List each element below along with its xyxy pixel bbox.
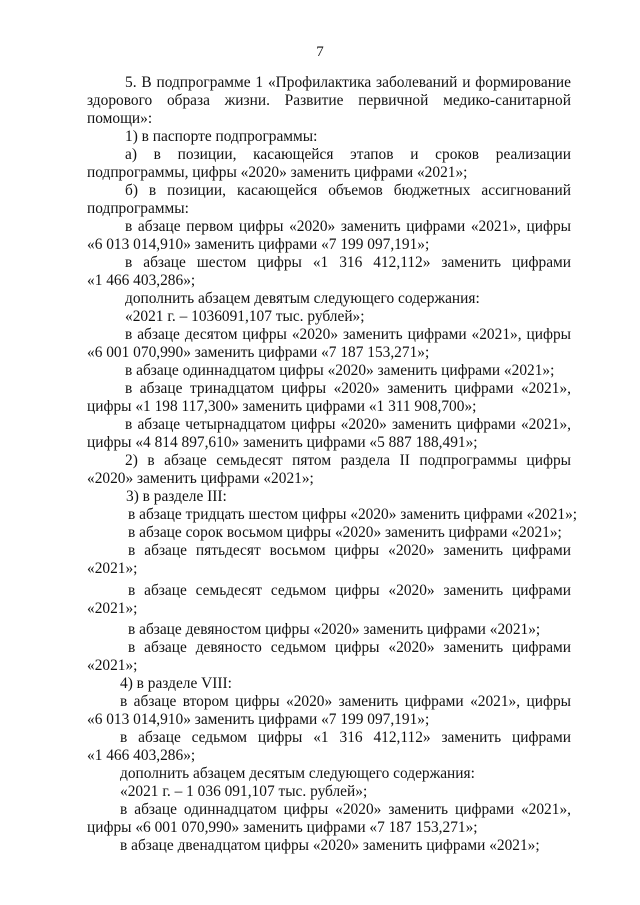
text-line: 1) в паспорте подпрограммы: (125, 128, 318, 145)
text-line: «6 013 014,910» заменить цифрами «7 199 097,191»; (87, 711, 430, 728)
text-line: «1 466 403,286»; (87, 747, 196, 764)
text-line: в абзаце тридцать шестом цифры «2020» заменить цифрами «2021»; (128, 506, 578, 523)
text-line: в абзаце сорок восьмом цифры «2020» заменить цифрами «2021»; (128, 524, 562, 541)
text-line: помощи»: (87, 110, 153, 127)
text-line: в абзаце четырнадцатом цифры «2020» заменить цифрами «2021», (125, 416, 571, 433)
text-line: 2) в абзаце семьдесят пятом раздела II подпрограммы цифры (125, 452, 571, 469)
text-line: в абзаце двенадцатом цифры «2020» заменить цифрами «2021»; (120, 837, 540, 854)
text-line: в абзаце девяносто седьмом цифры «2020» заменить цифрами (128, 639, 571, 656)
text-line: в абзаце одиннадцатом цифры «2020» заменить цифрами «2021», (120, 801, 571, 818)
text-line: в абзаце девяностом цифры «2020» заменить цифрами «2021»; (128, 621, 541, 638)
text-line: а) в позиции, касающейся этапов и сроков реализации (125, 146, 571, 163)
text-line: в абзаце семьдесят седьмом цифры «2020» заменить цифрами (128, 581, 571, 599)
text-line: цифры «6 001 070,990» заменить цифрами «7 187 153,271»; (87, 819, 478, 836)
text-line: в абзаце первом цифры «2020» заменить цифрами «2021», цифры (125, 218, 571, 235)
text-line: б) в позиции, касающейся объемов бюджетных ассигнований (125, 182, 571, 199)
text-line: 4) в разделе VIII: (120, 675, 232, 692)
text-line: цифры «1 198 117,300» заменить цифрами «1 311 908,700»; (87, 398, 477, 415)
text-line: в абзаце шестом цифры «1 316 412,112» заменить цифрами (125, 254, 571, 271)
text-line: «6 001 070,990» заменить цифрами «7 187 153,271»; (87, 344, 430, 361)
text-line: подпрограммы, цифры «2020» заменить цифрами «2021»; (87, 164, 468, 181)
text-line: здорового образа жизни. Развитие первичной медико-санитарной (87, 92, 571, 109)
text-line: в абзаце десятом цифры «2020» заменить цифрами «2021», цифры (125, 326, 571, 343)
text-line: «2021»; (87, 560, 138, 577)
text-line: в абзаце седьмом цифры «1 316 412,112» заменить цифрами (120, 729, 571, 746)
text-line: в абзаце пятьдесят восьмом цифры «2020» заменить цифрами (128, 542, 571, 559)
text-line: дополнить абзацем девятым следующего содержания: (125, 290, 480, 307)
text-line: «6 013 014,910» заменить цифрами «7 199 097,191»; (87, 236, 430, 253)
text-line: «2021 г. – 1036091,107 тыс. рублей»; (125, 308, 365, 325)
text-line: «1 466 403,286»; (87, 272, 196, 289)
text-line: «2021»; (87, 657, 138, 674)
text-line: дополнить абзацем десятым следующего содержания: (120, 765, 475, 782)
page-number: 7 (316, 44, 324, 60)
text-line: «2021 г. – 1 036 091,107 тыс. рублей»; (120, 783, 368, 800)
text-line: в абзаце тринадцатом цифры «2020» заменить цифрами «2021», (125, 380, 571, 397)
text-line: в абзаце втором цифры «2020» заменить цифрами «2021», цифры (120, 693, 571, 710)
document-body (87, 74, 578, 855)
text-line: «2021»; (87, 599, 138, 617)
text-line: цифры «4 814 897,610» заменить цифрами «5 887 188,491»; (87, 434, 478, 451)
text-line: в абзаце одиннадцатом цифры «2020» заменить цифрами «2021»; (125, 362, 555, 379)
text-line: 3) в разделе III: (126, 488, 227, 505)
text-line: подпрограммы: (87, 200, 189, 217)
text-line: 5. В подпрограмме 1 «Профилактика заболеваний и формирование (125, 74, 571, 91)
text-line: «2020» заменить цифрами «2021»; (87, 470, 314, 487)
